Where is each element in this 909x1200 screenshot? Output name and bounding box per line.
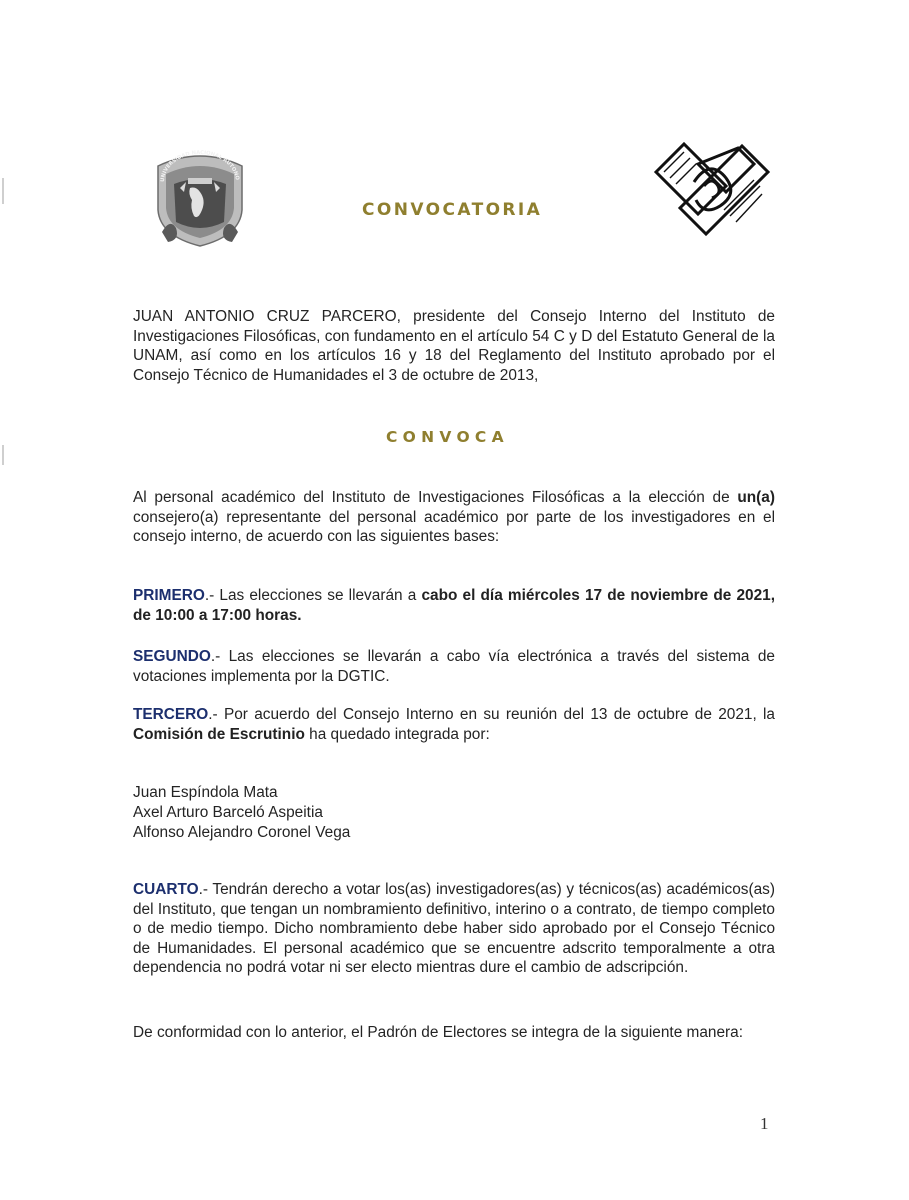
convoca-heading: CONVOCA (386, 428, 509, 446)
primero-bold: cabo el día miércoles 17 de noviembre de 2021, de 10:00 a 17:00 horas. (133, 587, 775, 624)
crest-arc-text: UNIVERSIDAD NACIONAL AUTONO (159, 149, 240, 183)
call-paragraph (133, 488, 775, 547)
document-title: CONVOCATORIA (362, 200, 543, 220)
scan-edge-mark (2, 178, 4, 204)
cuarto-label: CUARTO (133, 881, 199, 898)
primero-paragraph (133, 586, 775, 625)
tercero-paragraph (133, 705, 775, 744)
call-text: Al personal académico del Instituto de Investigaciones Filosóficas a la elección de (133, 489, 738, 506)
iif-emblem-icon (650, 138, 772, 240)
tercero-label: TERCERO (133, 706, 209, 723)
closing-paragraph: De conformidad con lo anterior, el Padrón de Electores se integra de la siguiente manera: (133, 1024, 743, 1041)
commission-member: Juan Espíndola Mata (133, 784, 278, 801)
segundo-label: SEGUNDO (133, 648, 211, 665)
intro-paragraph: JUAN ANTONIO CRUZ PARCERO, presidente del Consejo Interno del Instituto de Investigaciones Filosóficas, con fundamento en el artículo 54 C y D del Estatuto General de la UNAM, así como en los artículos 16 y 18 del Reglamento del Instituto aprobado por el Consejo Técnico de Humanidades el 3 de octubre de 2013, (133, 308, 775, 384)
scan-edge-mark (2, 445, 4, 465)
commission-member: Axel Arturo Barceló Aspeitia (133, 804, 323, 821)
cuarto-paragraph (133, 880, 775, 978)
tercero-text: Por acuerdo del Consejo Interno en su reunión del 13 de octubre de 2021, la (223, 706, 775, 723)
cuarto-sep: .- (198, 881, 213, 898)
tercero-bold: Comisión de Escrutinio (133, 725, 305, 743)
call-bold: un(a) (737, 489, 775, 506)
commission-member: Alfonso Alejandro Coronel Vega (133, 824, 351, 841)
tercero-rest: ha quedado integrada por: (304, 725, 490, 743)
cuarto-text: Tendrán derecho a votar los(as) investigadores(as) y técnicos(as) académicos(as) del Instituto, que tengan un nombramiento definitivo, interino o a contrato, de tiempo completo o de medio tiempo. Dicho nombramiento debe haber sido aprobado por el Consejo Técnico de Humanidades. El personal académico que se encuentre adscrito temporalmente a otra dependencia no podrá votar ni ser electo mientras dure el cambio de adscripción. (133, 881, 776, 976)
segundo-paragraph (133, 647, 775, 686)
primero-sep: .- (204, 587, 220, 604)
primero-label: PRIMERO (133, 587, 205, 604)
unam-crest-icon (150, 148, 250, 248)
segundo-text: Las elecciones se llevarán a cabo vía electrónica a través del sistema de votaciones implementa por la DGTIC. (133, 648, 775, 685)
segundo-sep: .- (210, 648, 229, 665)
tercero-sep: .- (208, 706, 224, 723)
primero-text: Las elecciones se llevarán a (219, 587, 422, 604)
page-number: 1 (760, 1114, 769, 1133)
call-rest: consejero(a) representante del personal académico por parte de los investigadores en el consejo interno, de acuerdo con las siguientes bases: (133, 508, 775, 545)
